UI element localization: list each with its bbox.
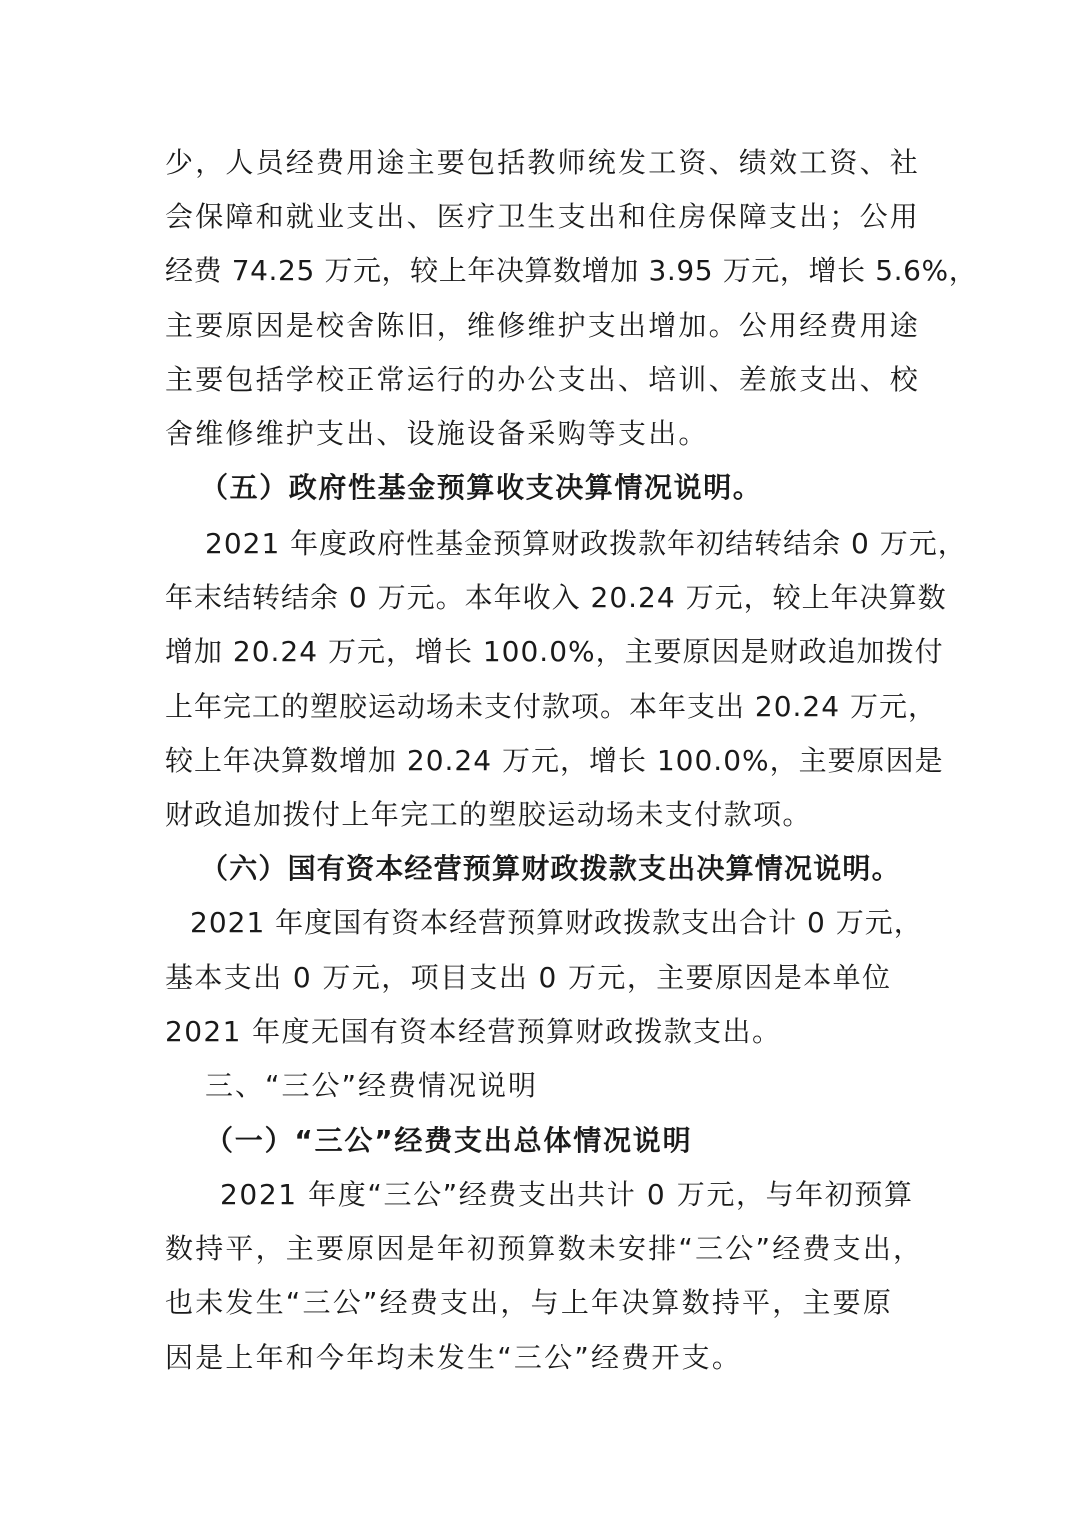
body-line: 年末结转结余 0 万元。本年收入 20.24 万元，较上年决算数 [165, 581, 947, 614]
chapter-heading-3: 三、“三公”经费情况说明 [205, 1069, 539, 1102]
body-line: 数持平，主要原因是年初预算数未安排“三公”经费支出， [165, 1232, 924, 1265]
body-line: 2021 年度“三公”经费支出共计 0 万元，与年初预算 [220, 1178, 914, 1211]
body-line: 增加 20.24 万元，增长 100.0%，主要原因是财政追加拨付 [165, 635, 944, 668]
body-line: 2021 年度政府性基金预算财政拨款年初结转结余 0 万元， [205, 527, 967, 560]
body-line: 主要包括学校正常运行的办公支出、培训、差旅支出、校 [165, 363, 921, 396]
body-line: 主要原因是校舍陈旧，维修维护支出增加。公用经费用途 [165, 309, 921, 342]
body-line: 经费 74.25 万元，较上年决算数增加 3.95 万元，增长 5.6%， [165, 254, 978, 287]
body-line: 舍维修维护支出、设施设备采购等支出。 [165, 417, 709, 450]
body-line: 2021 年度无国有资本经营预算财政拨款支出。 [165, 1015, 782, 1048]
section-heading-6: （六）国有资本经营预算财政拨款支出决算情况说明。 [200, 852, 901, 885]
body-line: 因是上年和今年均未发生“三公”经费开支。 [165, 1341, 743, 1374]
body-line: 财政追加拨付上年完工的塑胶运动场未支付款项。 [165, 798, 812, 831]
body-line: 2021 年度国有资本经营预算财政拨款支出合计 0 万元， [190, 906, 923, 939]
body-line: 会保障和就业支出、医疗卫生支出和住房保障支出；公用 [165, 200, 921, 233]
body-line: 也未发生“三公”经费支出，与上年决算数持平，主要原 [165, 1286, 894, 1319]
section-heading-5: （五）政府性基金预算收支决算情况说明。 [200, 471, 763, 504]
body-line: 上年完工的塑胶运动场未支付款项。本年支出 20.24 万元， [165, 690, 937, 723]
section-heading-1: （一）“三公”经费支出总体情况说明 [205, 1124, 693, 1157]
body-line: 少，人员经费用途主要包括教师统发工资、绩效工资、社 [165, 146, 921, 179]
body-line: 较上年决算数增加 20.24 万元，增长 100.0%，主要原因是 [165, 744, 944, 777]
body-line: 基本支出 0 万元，项目支出 0 万元，主要原因是本单位 [165, 961, 892, 994]
